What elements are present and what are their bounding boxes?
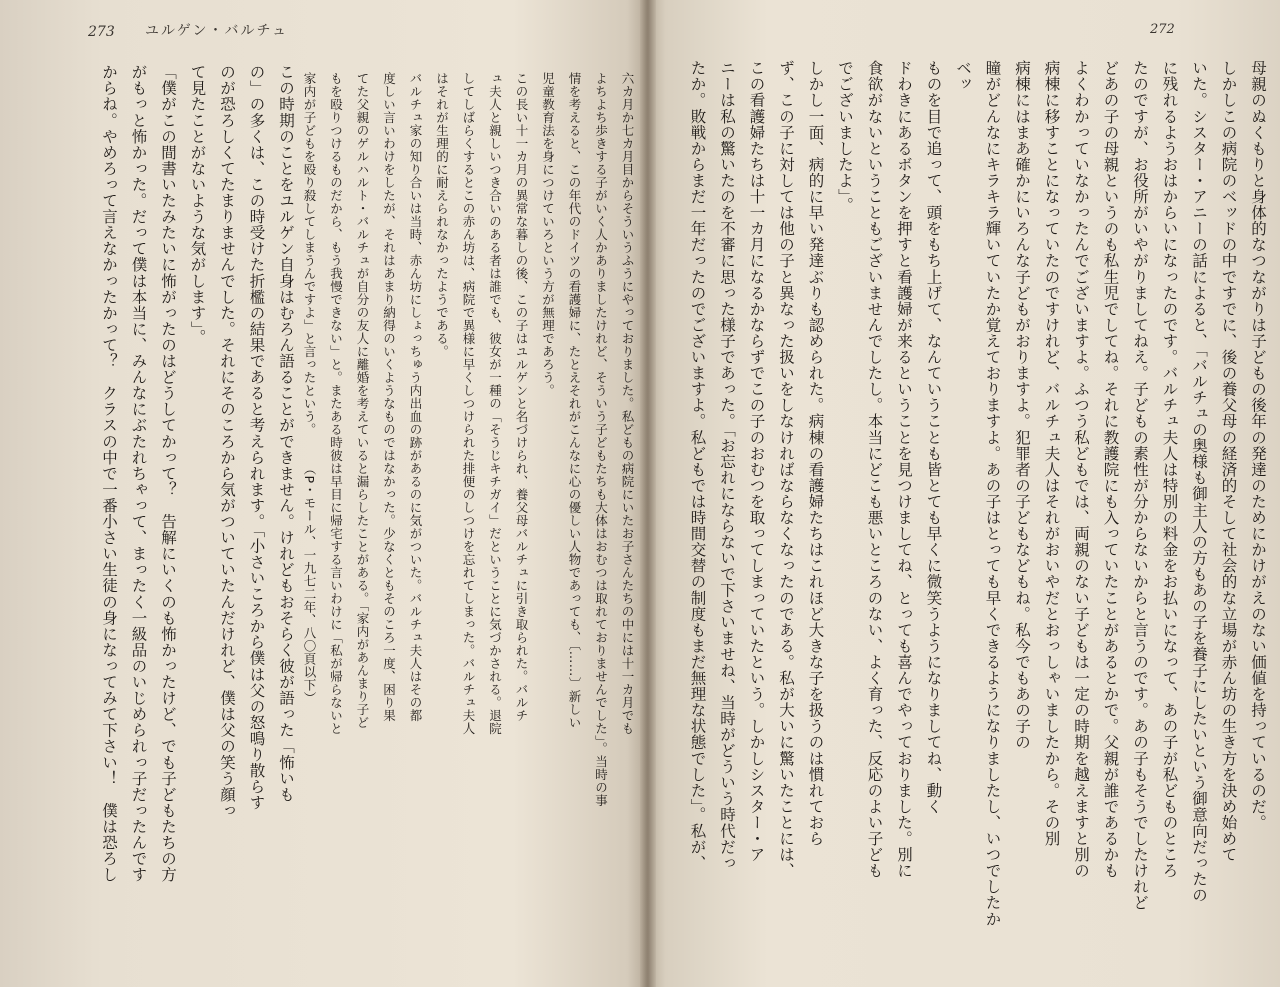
quote-line: よちよち歩きする子がいく人かありましたけれど、そういう子どもたちも大体はおむつは取れておりませんでした」。当時の事 <box>593 72 609 807</box>
quote-line: 六カ月か七カ月目からそういうふうにやっておりました。私どもの病院にいたお子さんたちの中には十一カ月でも <box>620 72 635 735</box>
running-title: ユルゲン・バルチュ <box>145 23 289 39</box>
text-line: しかし一面、病的に早い発達ぶりも認められた。病棟の看護婦たちはこれほど大きな子を扱うのは慣れておら <box>806 60 825 847</box>
text-line: しかしこの病院のベッドの中ですでに、後の養父母の経済的そして社会的な立場が赤ん坊の生き方を決め始めて <box>1219 60 1238 863</box>
text-line: 瞳がどんなにキラキラ輝いていたか覚えておりますよ。あの子はとっても早くできるようになりましたし、いつでしたかベッ <box>954 60 1002 927</box>
quote-line: はそれが生理的に耐えられなかったようである。 <box>434 72 450 358</box>
text-line: 母親のぬくもりと身体的なつながりは子どもの後年の発達のためにかけがえのない価値を持っているのだ。 <box>1249 60 1267 831</box>
text-line: て見たことがないような気がします」。 <box>188 64 207 346</box>
text-line: たか。敗戦からまだ一年だったのでございますよ。私どもでは時間交替の制度もまだ無理な状態でした」。私が、 <box>688 60 707 871</box>
text-line: がもっと怖かった。だって僕は本当に、みんなにぶたれちゃって、まったく一級品のいじめられっ子だったんです <box>129 64 148 883</box>
left-page-number: 273 <box>88 24 115 40</box>
text-line: 病棟に移すことになっていたのですけれど、バルチュ夫人はそれがおいやだとおっしゃいましたから。その別 <box>1042 60 1061 847</box>
text-line: に残れるようおはからいになったのです。バルチュ夫人は特別の料金をお払いになって、あの子が私どものところ <box>1160 60 1179 879</box>
quote-line: 情を考えると、この年代のドイツの看護婦に、たとえそれがこんなに心の優しい人物であっても、〔……〕新しい <box>567 72 582 729</box>
text-line: のが恐ろしくてたまりませんでした。それにそのころから気がついていたんだけれど、僕は父の笑う顔っ <box>218 64 236 819</box>
quote-line: してしばらくするとこの赤ん坊は、病院で異様に早くしつけられた排便のしつけを忘れてしまった。バルチュ夫人 <box>461 72 476 735</box>
quote-line: もを殴りつけるものだから、もう我慢できない」と。またある時彼は早目に帰宅する言いわけに「私が帰らないと <box>328 72 344 735</box>
left-page-quotation <box>300 72 640 952</box>
text-line: ず、この子に対しては他の子と異なった扱いをしなければならなくなったのである。私が大いに驚いたことには、 <box>777 60 795 879</box>
quote-line: 家内が子どもを殴り殺してしまうんですよ」と言ったという。 （P・モール、一九七二年、八〇頁以下） <box>302 72 317 705</box>
text-line: からね。やめろって言えなかったかって？ クラスの中で一番小さい生徒の身になってみて下さい！ 僕は恐ろし <box>100 64 118 883</box>
quote-line: ュ夫人と親しいつき合いのある者は誰でも、彼女が一種の「そうじキチガイ」だということに気づかされる。退院 <box>487 72 503 735</box>
text-line: 病棟にはまあ確かにいろんな子どもがおりますよ。犯罪者の子どもなどもね。私今でもあの子の <box>1013 60 1031 751</box>
quote-line: 度しい言いわけをしたが、それはあまり納得のいくようなものではなかった。少なくともそのころ一度、困り果 <box>381 72 397 722</box>
quote-line: この長い十一カ月の異常な暮しの後、この子はユルゲンと名づけられ、養父母バルチュに引き取られた。バルチ <box>514 72 529 722</box>
text-line: ニーは私の驚いたのを不審に思った様子であった。「お忘れにならないで下さいませね、当時がどういう時代だっ <box>718 60 736 871</box>
left-page-text <box>60 64 300 944</box>
text-line: ものを目で追って、頭をもち上げて、なんていうことも皆とても早くに微笑うようになりましてね、動く <box>924 60 943 815</box>
text-line: この看護婦たちは十一カ月になるかならずでこの子のおむつを取ってしまっていたという。しかしシスター・ア <box>747 60 766 863</box>
quote-line: バルチュ家の知り合いは当時、赤ん坊にしょっちゅう内出血の跡があるのに気がついた。バルチュ夫人はその都 <box>408 72 423 722</box>
text-line: たのですが、お役所がいやがりましてねえ。子どもの素性が分からないからと言うのです。あの子もそうでしたけれど <box>1131 60 1149 911</box>
text-line: でございましたよ」。 <box>836 60 854 213</box>
text-line: ドわきにあるボタンを押すと看護婦が来るということを見つけましてね、とっても喜んでやっておりました。別に <box>895 60 913 879</box>
text-line: 「僕がこの間書いたみたいに怖がったのはどうしてかって？ 告解にいくのも怖かったけど、でも子どもたちの方 <box>159 64 177 883</box>
text-line: の」の多くは、この時受けた折檻の結果であると考えられます。「小さいころから僕は父の怒鳴り散らす <box>247 64 266 811</box>
right-page-number: 272 <box>1150 22 1175 37</box>
text-line: どあの子の母親というのも私生児でしてね。それに教護院にも入っていたことがあるとかで。父親が誰であるかも <box>1101 60 1120 879</box>
text-line: この時期のことをユルゲン自身はむろん語ることができません。けれどもおそらく彼が語った「怖いも <box>277 64 295 803</box>
quote-line: てた父親のゲルハルト・バルチュが自分の友人に離婚を考えていると漏らしたことがある。「家内があんまり子ど <box>355 72 370 729</box>
text-line: 食欲がないということもございませんでしたし。本当にどこも悪いところのない、よく育った、反応のよい子ども <box>865 60 884 879</box>
quote-line: 児童教育法を身につけていろという方が無理であろう。 <box>540 72 556 397</box>
text-line: いた。シスター・アニーの話によると、「バルチュの奥様も御主人の方もあの子を養子にしたいという御意向だったの <box>1190 60 1208 903</box>
text-line: よくわかっていなかったんでございますよ。ふつう私どもでは、両親のない子どもは一定の時期を越えますと別の <box>1072 60 1090 879</box>
right-page-text <box>682 60 1272 940</box>
